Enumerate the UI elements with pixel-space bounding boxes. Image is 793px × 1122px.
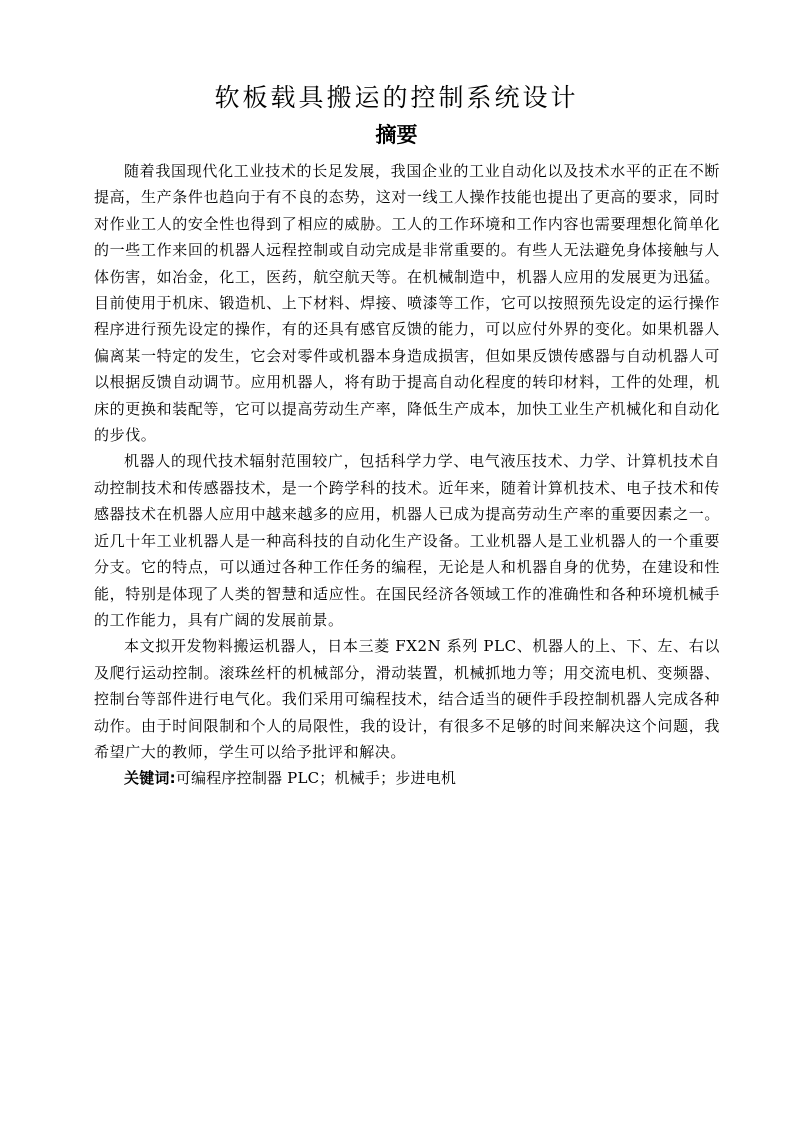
- abstract-body: [94, 158, 720, 792]
- abstract-paragraph-2: 机器人的现代技术辐射范围较广，包括科学力学、电气液压技术、力学、计算机技术自动控制技术和传感器技术，是一个跨学科的技术。近年来，随着计算机技术、电子技术和传感器技术在机器人应用中越来越多的应用，机器人已成为提高劳动生产率的重要因素之一。近几十年工业机器人是一种高科技的自动化生产设备。工业机器人是工业机器人的一个重要分支。它的特点，可以通过各种工作任务的编程，无论是人和机器自身的优势，在建设和性能，特别是体现了人类的智慧和适应性。在国民经济各领域工作的准确性和各种环境机械手的工作能力，具有广阔的发展前景。: [94, 452, 720, 629]
- abstract-paragraph-3: 本文拟开发物料搬运机器人，日本三菱 FX2N 系列 PLC、机器人的上、下、左、右以及爬行运动控制。滚珠丝杆的机械部分，滑动装置，机械抓地力等；用交流电机、变频器、控制台等部件进行电气化。我们采用可编程技术，结合适当的硬件手段控制机器人完成各种动作。由于时间限制和个人的局限性，我的设计，有很多不足够的时间来解决这个问题，我希望广大的教师，学生可以给予批评和解决。: [94, 637, 720, 761]
- keywords-label: 关键词:: [124, 769, 176, 788]
- document-title: 软板载具搬运的控制系统设计: [214, 83, 579, 112]
- abstract-paragraph-1: 随着我国现代化工业技术的长足发展，我国企业的工业自动化以及技术水平的正在不断提高，生产条件也趋向于有不良的态势，这对一线工人操作技能也提出了更高的要求，同时对作业工人的安全性也得到了相应的威胁。工人的工作环境和工作内容也需要理想化简单化的一些工作来回的机器人远程控制或自动完成是非常重要的。有些人无法避免身体接触与人体伤害，如冶金，化工，医药，航空航天等。在机械制造中，机器人应用的发展更为迅猛。目前使用于机床、锻造机、上下材料、焊接、喷漆等工作，它可以按照预先设定的运行操作程序进行预先设定的操作，有的还具有感官反馈的能力，可以应付外界的变化。如果机器人偏离某一特定的发生，它会对零件或机器本身造成损害，但如果反馈传感器与自动机器人可以根据反馈自动调节。应用机器人，将有助于提高自动化程度的转印材料，工件的处理，机床的更换和装配等，它可以提高劳动生产率，降低生产成本，加快工业生产机械化和自动化的步伐。: [94, 162, 720, 445]
- abstract-heading: 摘要: [375, 123, 418, 147]
- keywords-text: 可编程序控制器 PLC；机械手；步进电机: [175, 769, 457, 788]
- keywords-line: [94, 765, 720, 791]
